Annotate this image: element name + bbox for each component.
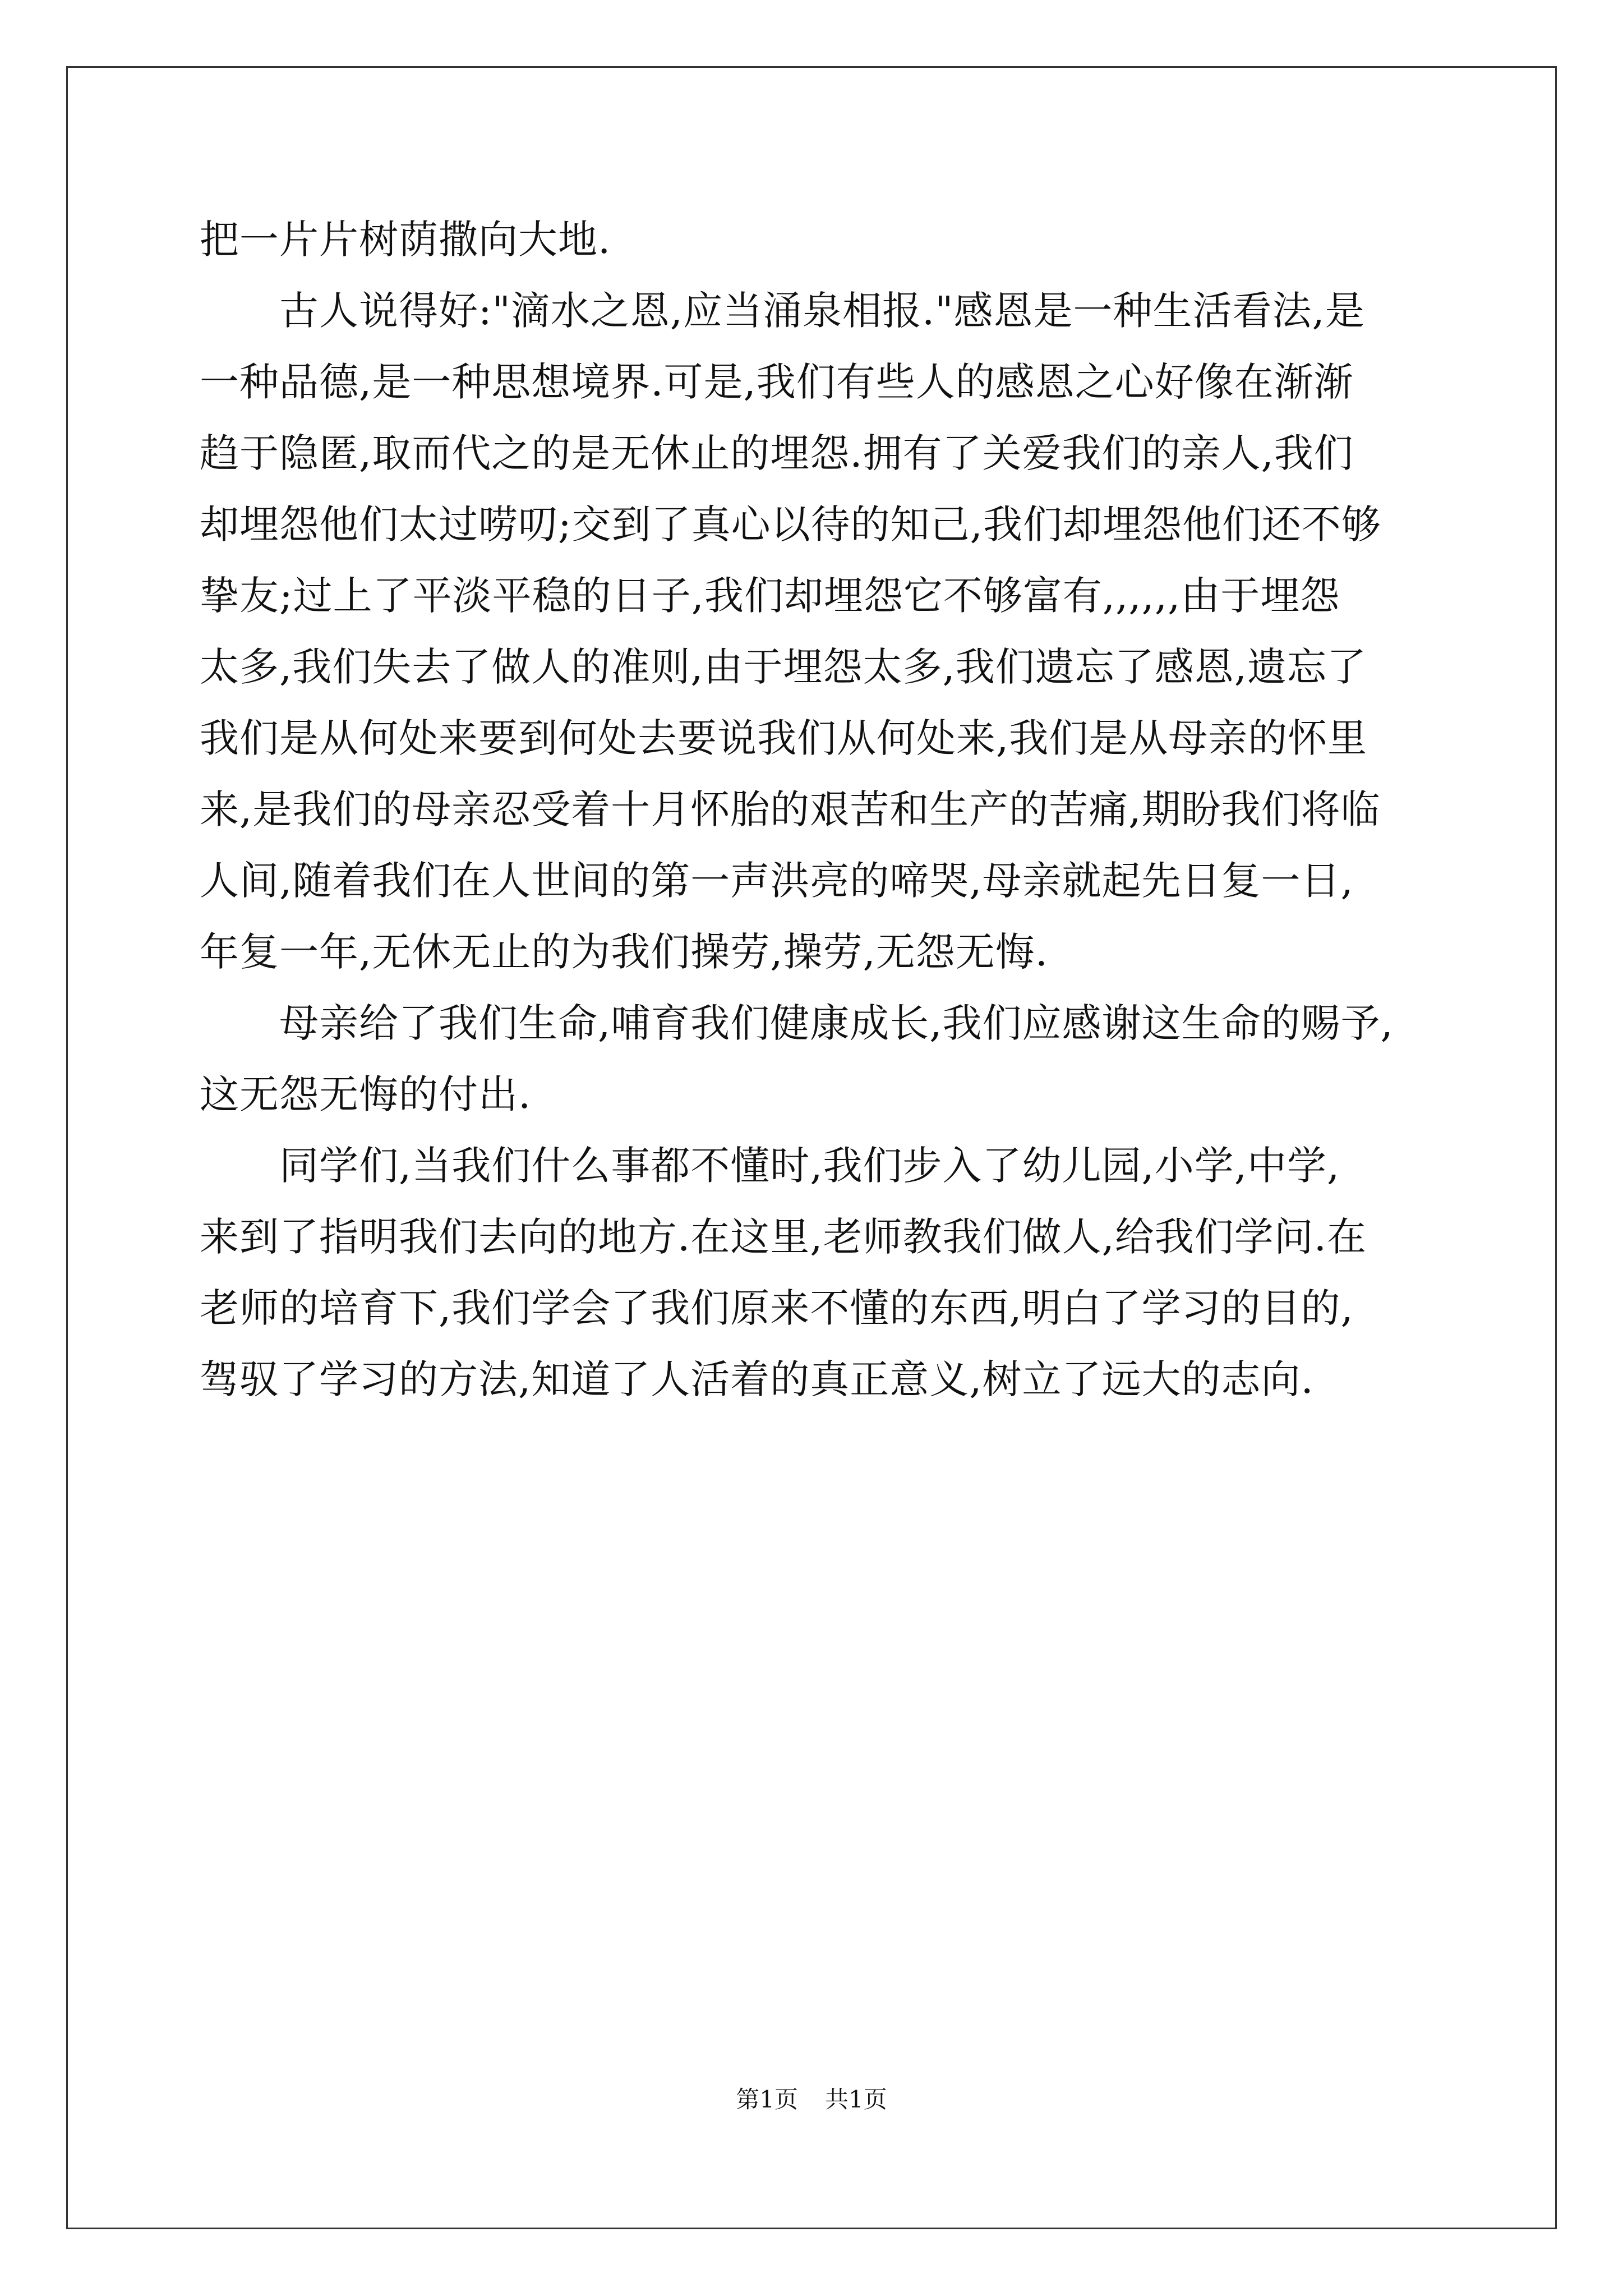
text-line-6: 挚友;过上了平淡平稳的日子,我们却埋怨它不够富有,,,,,,由于埋怨 — [200, 573, 1340, 619]
page-footer — [0, 2086, 1623, 2114]
text-line-2: 古人说得好:"滴水之恩,应当涌泉相报."感恩是一种生活看法,是 — [279, 288, 1365, 334]
text-line-14: 同学们,当我们什么事都不懂时,我们步入了幼儿园,小学,中学, — [279, 1143, 1340, 1189]
text-line-12: 母亲给了我们生命,哺育我们健康成长,我们应感谢这生命的赐予, — [279, 1000, 1394, 1046]
text-line-8: 我们是从何处来要到何处去要说我们从何处来,我们是从母亲的怀里 — [200, 715, 1368, 761]
text-line-11: 年复一年,无休无止的为我们操劳,操劳,无怨无悔. — [200, 929, 1049, 975]
text-line-7: 太多,我们失去了做人的准则,由于埋怨太多,我们遗忘了感恩,遗忘了 — [200, 644, 1367, 690]
text-line-4: 趋于隐匿,取而代之的是无休止的埋怨.拥有了关爱我们的亲人,我们 — [200, 430, 1354, 476]
text-line-17: 驾驭了学习的方法,知道了人活着的真正意义,树立了远大的志向. — [200, 1356, 1314, 1402]
text-line-15: 来到了指明我们去向的地方.在这里,老师教我们做人,给我们学问.在 — [200, 1214, 1367, 1260]
text-line-9: 来,是我们的母亲忍受着十月怀胎的艰苦和生产的苦痛,期盼我们将临 — [200, 786, 1381, 832]
text-line-3: 一种品德,是一种思想境界.可是,我们有些人的感恩之心好像在渐渐 — [200, 359, 1354, 405]
document-body — [200, 204, 1433, 1415]
text-line-16: 老师的培育下,我们学会了我们原来不懂的东西,明白了学习的目的, — [200, 1285, 1354, 1331]
page-number-total: 共1页 — [825, 2086, 887, 2113]
text-line-1: 把一片片树荫撒向大地. — [200, 217, 611, 263]
page-number-current: 第1页 — [736, 2086, 798, 2113]
text-line-5: 却埋怨他们太过唠叨;交到了真心以待的知己,我们却埋怨他们还不够 — [200, 501, 1381, 547]
text-line-10: 人间,随着我们在人世间的第一声洪亮的啼哭,母亲就起先日复一日, — [200, 858, 1354, 904]
text-line-13: 这无怨无悔的付出. — [200, 1071, 532, 1117]
